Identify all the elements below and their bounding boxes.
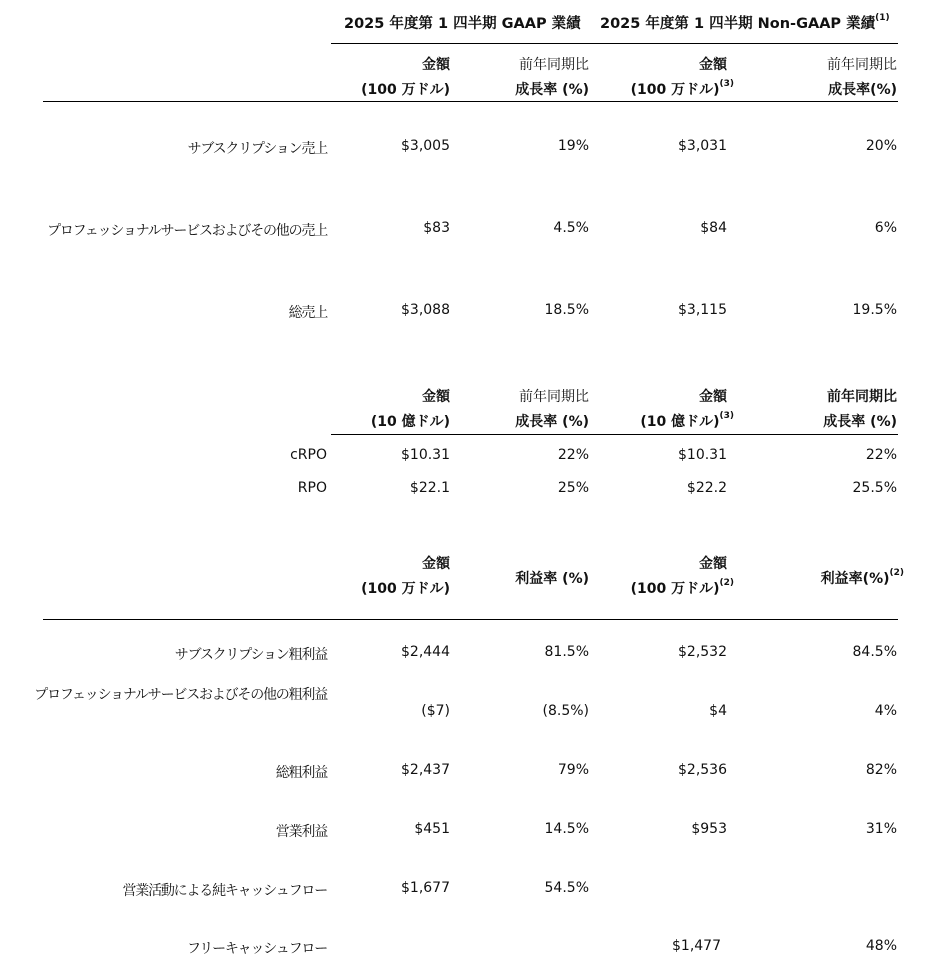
gaap-amount: $451 xyxy=(414,821,450,837)
rpo-ng-growth-header: 前年同期比 xyxy=(827,389,897,405)
row-label: RPO xyxy=(297,480,327,496)
profit-ng-amount-unit-text: (100 万ドル) xyxy=(630,581,720,597)
row-label: サブスクリプション粗利益 xyxy=(174,647,327,663)
ng-growth: 20% xyxy=(865,138,897,154)
rpo-gaap-amount-unit: (10 億ドル) xyxy=(370,414,450,430)
nongaap-title-text: 2025 年度第 1 四半期 Non-GAAP 業績 xyxy=(600,16,876,32)
ng-amount: $953 xyxy=(691,821,727,837)
rpo-ng-amount-unit-text: (10 億ドル) xyxy=(640,414,720,430)
ng-margin: 48% xyxy=(865,938,897,954)
rpo-ng-amount-header: 金額 xyxy=(699,389,727,405)
revenue-gaap-amount-unit: (100 万ドル) xyxy=(361,82,450,98)
profit-ng-margin-text: 利益率(%) xyxy=(820,571,890,587)
gaap-amount: $2,444 xyxy=(401,644,450,660)
gaap-growth: 4.5% xyxy=(553,220,589,236)
footnote-1: (1) xyxy=(875,13,890,24)
ng-amount: $22.2 xyxy=(686,480,727,496)
profit-gaap-amount-header: 金額 xyxy=(422,556,450,572)
ng-amount: $4 xyxy=(709,703,727,719)
divider-line xyxy=(331,43,898,44)
ng-amount: $3,031 xyxy=(678,138,727,154)
row-label: フリーキャッシュフロー xyxy=(187,941,327,957)
gaap-amount: $3,088 xyxy=(401,302,450,318)
revenue-gaap-growth-header: 前年同期比 xyxy=(519,57,589,73)
gaap-amount: $10.31 xyxy=(401,447,450,463)
ng-margin: 84.5% xyxy=(852,644,897,660)
gaap-margin: (8.5%) xyxy=(542,703,589,719)
gaap-growth: 18.5% xyxy=(544,302,589,318)
divider-line xyxy=(331,434,898,435)
row-label: 営業活動による純キャッシュフロー xyxy=(122,883,327,899)
divider-line xyxy=(43,619,898,620)
ng-amount: $3,115 xyxy=(678,302,727,318)
row-label: 営業利益 xyxy=(275,824,327,840)
rpo-gaap-growth-header: 前年同期比 xyxy=(519,389,589,405)
profit-ng-margin-header xyxy=(821,568,904,588)
gaap-amount: $3,005 xyxy=(401,138,450,154)
revenue-gaap-amount-header: 金額 xyxy=(422,57,450,73)
revenue-gaap-growth-unit: 成長率 (%) xyxy=(515,82,589,98)
ng-amount: $2,532 xyxy=(678,644,727,660)
ng-amount: $1,477 xyxy=(672,938,721,954)
row-label: cRPO xyxy=(290,447,327,463)
ng-margin: 4% xyxy=(874,703,897,719)
profit-gaap-margin-header: 利益率 (%) xyxy=(515,571,589,587)
gaap-amount: $2,437 xyxy=(401,762,450,778)
revenue-ng-amount-unit-text: (100 万ドル) xyxy=(630,82,720,98)
revenue-ng-amount-header: 金額 xyxy=(699,57,727,73)
ng-amount: $10.31 xyxy=(678,447,727,463)
gaap-growth: 22% xyxy=(557,447,589,463)
gaap-margin: 54.5% xyxy=(544,880,589,896)
row-label: 総売上 xyxy=(288,305,327,321)
gaap-margin: 14.5% xyxy=(544,821,589,837)
rpo-ng-growth-unit: 成長率 (%) xyxy=(823,414,897,430)
gaap-amount: $83 xyxy=(423,220,450,236)
footnote-3: (3) xyxy=(719,79,734,90)
profit-ng-amount-unit xyxy=(631,578,734,598)
ng-margin: 31% xyxy=(865,821,897,837)
nongaap-results-title xyxy=(600,12,890,33)
footnote-3: (3) xyxy=(719,411,734,422)
ng-growth: 25.5% xyxy=(852,480,897,496)
rpo-gaap-growth-unit: 成長率 (%) xyxy=(515,414,589,430)
gaap-growth: 19% xyxy=(557,138,589,154)
ng-growth: 6% xyxy=(874,220,897,236)
gaap-amount: $1,677 xyxy=(401,880,450,896)
footnote-2: (2) xyxy=(719,578,734,589)
revenue-ng-growth-unit: 成長率(%) xyxy=(828,82,897,98)
footnote-2: (2) xyxy=(889,568,904,579)
gaap-amount: $22.1 xyxy=(409,480,450,496)
gaap-margin: 81.5% xyxy=(544,644,589,660)
ng-amount: $2,536 xyxy=(678,762,727,778)
ng-growth: 19.5% xyxy=(852,302,897,318)
row-label: プロフェッショナルサービスおよびその他の売上 xyxy=(47,223,327,239)
gaap-growth: 25% xyxy=(557,480,589,496)
row-label: プロフェッショナルサービスおよびその他の粗利益 xyxy=(34,687,327,703)
ng-growth: 22% xyxy=(865,447,897,463)
row-label: サブスクリプション売上 xyxy=(187,141,327,157)
ng-margin: 82% xyxy=(865,762,897,778)
divider-line xyxy=(43,101,898,102)
ng-amount: $84 xyxy=(700,220,727,236)
gaap-amount: ($7) xyxy=(421,703,450,719)
row-label: 総粗利益 xyxy=(275,765,327,781)
revenue-ng-amount-unit xyxy=(631,79,734,99)
profit-ng-amount-header: 金額 xyxy=(699,556,727,572)
rpo-ng-amount-unit xyxy=(640,411,734,431)
revenue-ng-growth-header: 前年同期比 xyxy=(827,57,897,73)
gaap-margin: 79% xyxy=(557,762,589,778)
profit-gaap-amount-unit: (100 万ドル) xyxy=(361,581,450,597)
gaap-results-title: 2025 年度第 1 四半期 GAAP 業績 xyxy=(344,16,581,32)
rpo-gaap-amount-header: 金額 xyxy=(422,389,450,405)
